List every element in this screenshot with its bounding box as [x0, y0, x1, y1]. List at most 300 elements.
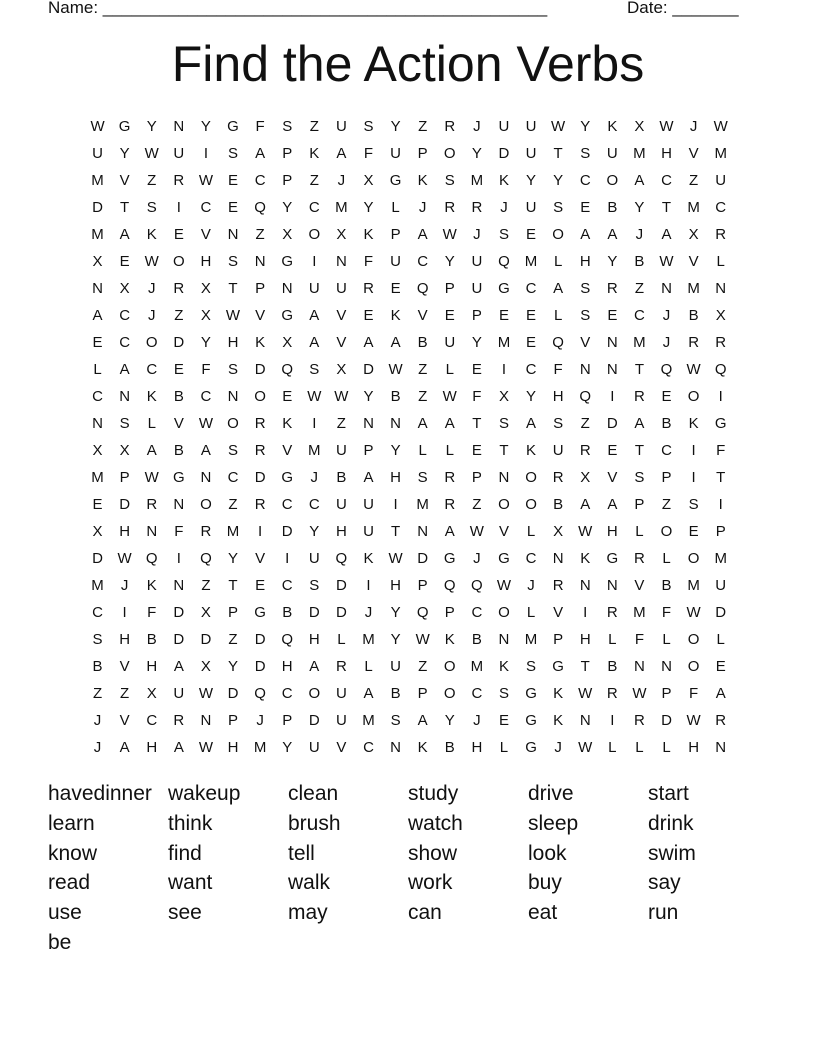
grid-letter[interactable]: W: [198, 172, 213, 189]
grid-letter[interactable]: Z: [120, 685, 130, 702]
grid-letter[interactable]: X: [336, 226, 347, 243]
grid-letter[interactable]: D: [173, 631, 185, 648]
grid-letter[interactable]: R: [715, 226, 727, 243]
grid-letter[interactable]: P: [661, 685, 672, 702]
grid-letter[interactable]: Q: [498, 253, 510, 270]
grid-letter[interactable]: C: [254, 172, 266, 189]
grid-letter[interactable]: S: [580, 307, 591, 324]
grid-letter[interactable]: R: [363, 280, 374, 297]
grid-letter[interactable]: J: [473, 118, 481, 135]
grid-letter[interactable]: V: [634, 577, 645, 594]
grid-letter[interactable]: I: [393, 496, 398, 513]
grid-letter[interactable]: N: [200, 712, 212, 729]
grid-letter[interactable]: Z: [147, 172, 157, 189]
grid-letter[interactable]: B: [417, 334, 428, 351]
grid-letter[interactable]: O: [687, 550, 700, 567]
grid-letter[interactable]: C: [92, 388, 103, 405]
grid-letter[interactable]: B: [607, 199, 618, 216]
grid-letter[interactable]: N: [661, 280, 672, 297]
grid-letter[interactable]: X: [498, 388, 509, 405]
grid-letter[interactable]: F: [689, 685, 699, 702]
grid-letter[interactable]: C: [146, 712, 158, 729]
grid-letter[interactable]: L: [526, 604, 536, 621]
grid-letter[interactable]: D: [119, 496, 131, 513]
grid-letter[interactable]: Q: [416, 604, 429, 621]
grid-letter[interactable]: B: [471, 631, 482, 648]
grid-letter[interactable]: K: [146, 226, 157, 243]
grid-letter[interactable]: O: [687, 658, 700, 675]
grid-letter[interactable]: X: [553, 523, 564, 540]
grid-letter[interactable]: A: [417, 415, 428, 432]
grid-letter[interactable]: M: [524, 631, 538, 648]
grid-letter[interactable]: K: [688, 415, 699, 432]
grid-letter[interactable]: V: [119, 172, 130, 189]
grid-letter[interactable]: K: [146, 577, 157, 594]
grid-letter[interactable]: H: [471, 739, 483, 756]
grid-letter[interactable]: K: [607, 118, 618, 135]
grid-letter[interactable]: T: [661, 199, 672, 216]
grid-letter[interactable]: V: [336, 307, 347, 324]
grid-letter[interactable]: U: [390, 145, 401, 162]
grid-letter[interactable]: B: [282, 604, 293, 621]
grid-letter[interactable]: Q: [281, 631, 294, 648]
grid-letter[interactable]: V: [336, 334, 347, 351]
grid-letter[interactable]: P: [417, 685, 428, 702]
grid-letter[interactable]: F: [661, 604, 672, 621]
grid-letter[interactable]: T: [716, 469, 726, 486]
grid-letter[interactable]: C: [146, 361, 158, 378]
grid-letter[interactable]: Q: [660, 361, 673, 378]
grid-letter[interactable]: M: [362, 631, 375, 648]
grid-letter[interactable]: R: [579, 442, 591, 459]
grid-letter[interactable]: R: [146, 496, 158, 513]
grid-letter[interactable]: E: [228, 172, 239, 189]
grid-letter[interactable]: W: [659, 253, 674, 270]
grid-letter[interactable]: W: [551, 118, 566, 135]
grid-letter[interactable]: G: [498, 550, 510, 567]
grid-letter[interactable]: N: [390, 739, 401, 756]
grid-letter[interactable]: H: [308, 631, 320, 648]
grid-letter[interactable]: M: [91, 469, 104, 486]
grid-letter[interactable]: U: [525, 199, 537, 216]
grid-letter[interactable]: Y: [282, 739, 293, 756]
grid-letter[interactable]: I: [583, 604, 588, 621]
grid-letter[interactable]: O: [525, 469, 537, 486]
grid-letter[interactable]: W: [442, 226, 457, 243]
grid-letter[interactable]: Z: [174, 307, 184, 324]
grid-letter[interactable]: C: [661, 442, 672, 459]
grid-letter[interactable]: L: [635, 523, 644, 540]
grid-letter[interactable]: Y: [553, 172, 564, 189]
grid-letter[interactable]: N: [715, 280, 727, 297]
grid-letter[interactable]: G: [443, 550, 456, 567]
grid-letter[interactable]: U: [173, 685, 185, 702]
grid-letter[interactable]: P: [119, 469, 130, 486]
grid-letter[interactable]: D: [254, 658, 266, 675]
grid-letter[interactable]: S: [553, 415, 564, 432]
grid-letter[interactable]: E: [471, 361, 482, 378]
grid-letter[interactable]: U: [525, 118, 537, 135]
grid-letter[interactable]: C: [715, 199, 727, 216]
grid-letter[interactable]: R: [688, 334, 700, 351]
grid-letter[interactable]: U: [335, 280, 347, 297]
grid-letter[interactable]: C: [308, 199, 320, 216]
grid-letter[interactable]: S: [282, 118, 293, 135]
grid-letter[interactable]: K: [309, 145, 320, 162]
grid-letter[interactable]: M: [470, 658, 484, 675]
grid-letter[interactable]: N: [715, 739, 727, 756]
grid-letter[interactable]: M: [91, 172, 104, 189]
grid-letter[interactable]: U: [525, 145, 537, 162]
grid-letter[interactable]: A: [309, 334, 320, 351]
grid-letter[interactable]: S: [417, 469, 428, 486]
grid-letter[interactable]: C: [308, 496, 320, 513]
grid-letter[interactable]: E: [444, 307, 455, 324]
grid-letter[interactable]: Y: [146, 118, 157, 135]
grid-letter[interactable]: Z: [336, 415, 346, 432]
grid-letter[interactable]: K: [498, 658, 509, 675]
grid-letter[interactable]: L: [716, 631, 725, 648]
grid-letter[interactable]: B: [390, 685, 401, 702]
grid-letter[interactable]: A: [309, 307, 320, 324]
grid-letter[interactable]: P: [228, 604, 239, 621]
grid-letter[interactable]: I: [312, 253, 317, 270]
grid-letter[interactable]: E: [390, 280, 401, 297]
grid-letter[interactable]: J: [310, 469, 319, 486]
grid-letter[interactable]: K: [363, 226, 374, 243]
grid-letter[interactable]: Y: [471, 334, 482, 351]
grid-letter[interactable]: J: [554, 739, 562, 756]
grid-letter[interactable]: H: [281, 658, 293, 675]
grid-letter[interactable]: S: [526, 658, 537, 675]
grid-letter[interactable]: A: [146, 442, 157, 459]
grid-letter[interactable]: A: [607, 496, 618, 513]
grid-letter[interactable]: M: [687, 280, 700, 297]
grid-letter[interactable]: U: [715, 172, 727, 189]
grid-letter[interactable]: G: [498, 280, 510, 297]
grid-letter[interactable]: F: [634, 631, 644, 648]
grid-letter[interactable]: I: [691, 442, 696, 459]
grid-letter[interactable]: K: [146, 388, 157, 405]
grid-letter[interactable]: R: [715, 712, 727, 729]
grid-letter[interactable]: S: [92, 631, 103, 648]
grid-letter[interactable]: G: [227, 118, 239, 135]
grid-letter[interactable]: N: [498, 469, 510, 486]
grid-letter[interactable]: P: [282, 145, 293, 162]
grid-letter[interactable]: Y: [526, 172, 537, 189]
grid-letter[interactable]: C: [634, 307, 645, 324]
grid-letter[interactable]: K: [526, 442, 537, 459]
grid-letter[interactable]: R: [471, 199, 483, 216]
grid-letter[interactable]: D: [498, 145, 510, 162]
grid-letter[interactable]: A: [526, 415, 537, 432]
grid-letter[interactable]: I: [258, 523, 263, 540]
grid-letter[interactable]: Z: [580, 415, 590, 432]
grid-letter[interactable]: M: [226, 523, 240, 540]
grid-letter[interactable]: N: [579, 712, 591, 729]
grid-letter[interactable]: Y: [228, 658, 239, 675]
grid-letter[interactable]: X: [715, 307, 726, 324]
grid-letter[interactable]: I: [203, 145, 208, 162]
grid-letter[interactable]: J: [93, 712, 102, 729]
grid-letter[interactable]: P: [553, 631, 564, 648]
grid-letter[interactable]: R: [444, 469, 456, 486]
grid-letter[interactable]: F: [363, 253, 374, 270]
grid-letter[interactable]: N: [335, 253, 347, 270]
grid-letter[interactable]: S: [228, 361, 239, 378]
grid-letter[interactable]: K: [282, 415, 293, 432]
grid-letter[interactable]: K: [580, 550, 591, 567]
grid-letter[interactable]: V: [553, 604, 564, 621]
grid-letter[interactable]: L: [608, 631, 617, 648]
grid-letter[interactable]: W: [144, 469, 159, 486]
grid-letter[interactable]: B: [607, 658, 618, 675]
grid-letter[interactable]: C: [525, 550, 537, 567]
grid-letter[interactable]: K: [417, 172, 428, 189]
grid-letter[interactable]: I: [610, 712, 615, 729]
grid-letter[interactable]: P: [471, 469, 482, 486]
grid-letter[interactable]: C: [200, 199, 212, 216]
grid-letter[interactable]: A: [580, 496, 591, 513]
grid-letter[interactable]: D: [308, 604, 320, 621]
grid-letter[interactable]: V: [119, 658, 130, 675]
grid-letter[interactable]: C: [363, 739, 374, 756]
grid-letter[interactable]: Y: [200, 118, 211, 135]
grid-letter[interactable]: U: [715, 577, 727, 594]
grid-letter[interactable]: A: [417, 226, 428, 243]
grid-letter[interactable]: W: [578, 523, 593, 540]
grid-letter[interactable]: J: [147, 307, 156, 324]
grid-letter[interactable]: P: [444, 280, 455, 297]
grid-letter[interactable]: G: [552, 658, 564, 675]
grid-letter[interactable]: X: [200, 604, 211, 621]
grid-letter[interactable]: G: [714, 415, 727, 432]
grid-letter[interactable]: N: [606, 334, 618, 351]
grid-letter[interactable]: J: [473, 712, 481, 729]
grid-letter[interactable]: S: [498, 415, 509, 432]
grid-letter[interactable]: A: [634, 415, 645, 432]
grid-letter[interactable]: P: [255, 280, 266, 297]
grid-letter[interactable]: K: [390, 307, 401, 324]
grid-letter[interactable]: R: [444, 118, 456, 135]
grid-letter[interactable]: W: [415, 631, 430, 648]
grid-letter[interactable]: M: [308, 442, 321, 459]
grid-letter[interactable]: W: [198, 415, 213, 432]
grid-letter[interactable]: X: [282, 226, 293, 243]
grid-letter[interactable]: P: [634, 496, 645, 513]
grid-letter[interactable]: V: [417, 307, 428, 324]
grid-letter[interactable]: B: [390, 388, 401, 405]
grid-letter[interactable]: U: [335, 118, 347, 135]
grid-letter[interactable]: Z: [228, 496, 238, 513]
grid-letter[interactable]: W: [686, 712, 701, 729]
grid-letter[interactable]: D: [92, 199, 103, 216]
grid-letter[interactable]: Z: [418, 658, 428, 675]
grid-letter[interactable]: J: [120, 577, 129, 594]
grid-letter[interactable]: K: [553, 685, 564, 702]
grid-letter[interactable]: A: [119, 361, 130, 378]
grid-letter[interactable]: E: [92, 496, 103, 513]
grid-letter[interactable]: E: [688, 523, 699, 540]
grid-letter[interactable]: B: [146, 631, 157, 648]
grid-letter[interactable]: W: [388, 550, 403, 567]
grid-letter[interactable]: N: [173, 118, 185, 135]
grid-letter[interactable]: U: [606, 145, 618, 162]
grid-letter[interactable]: T: [120, 199, 130, 216]
grid-letter[interactable]: R: [173, 712, 185, 729]
grid-letter[interactable]: U: [308, 739, 320, 756]
grid-letter[interactable]: T: [580, 658, 590, 675]
grid-letter[interactable]: X: [336, 361, 347, 378]
grid-letter[interactable]: Y: [119, 145, 130, 162]
grid-letter[interactable]: A: [634, 172, 645, 189]
grid-letter[interactable]: U: [335, 712, 347, 729]
grid-letter[interactable]: U: [552, 442, 564, 459]
grid-letter[interactable]: Z: [418, 388, 428, 405]
grid-letter[interactable]: J: [689, 118, 698, 135]
grid-letter[interactable]: B: [661, 577, 672, 594]
grid-letter[interactable]: S: [228, 145, 239, 162]
grid-letter[interactable]: N: [92, 280, 103, 297]
grid-letter[interactable]: W: [659, 118, 674, 135]
grid-letter[interactable]: U: [498, 118, 510, 135]
grid-letter[interactable]: A: [607, 226, 618, 243]
grid-letter[interactable]: Z: [255, 226, 265, 243]
grid-letter[interactable]: W: [117, 550, 132, 567]
grid-letter[interactable]: O: [498, 604, 510, 621]
grid-letter[interactable]: B: [336, 469, 347, 486]
grid-letter[interactable]: Z: [472, 496, 482, 513]
grid-letter[interactable]: X: [688, 226, 699, 243]
grid-letter[interactable]: O: [172, 253, 185, 270]
grid-letter[interactable]: M: [91, 577, 104, 594]
grid-letter[interactable]: U: [92, 145, 103, 162]
grid-letter[interactable]: A: [390, 334, 401, 351]
grid-letter[interactable]: L: [418, 442, 427, 459]
grid-letter[interactable]: W: [713, 118, 728, 135]
grid-letter[interactable]: T: [553, 145, 563, 162]
grid-letter[interactable]: U: [335, 496, 347, 513]
grid-letter[interactable]: D: [254, 469, 266, 486]
grid-letter[interactable]: R: [173, 172, 185, 189]
grid-letter[interactable]: Z: [661, 496, 672, 513]
grid-letter[interactable]: T: [390, 523, 401, 540]
grid-letter[interactable]: P: [282, 172, 293, 189]
grid-letter[interactable]: Q: [579, 388, 592, 405]
grid-letter[interactable]: E: [92, 334, 103, 351]
grid-letter[interactable]: O: [443, 658, 456, 675]
grid-letter[interactable]: P: [390, 226, 401, 243]
grid-letter[interactable]: V: [255, 550, 266, 567]
grid-letter[interactable]: T: [228, 577, 238, 594]
grid-letter[interactable]: M: [497, 334, 511, 351]
grid-letter[interactable]: I: [176, 550, 181, 567]
grid-letter[interactable]: U: [471, 280, 483, 297]
grid-letter[interactable]: X: [282, 334, 293, 351]
grid-letter[interactable]: M: [633, 604, 646, 621]
grid-letter[interactable]: R: [444, 199, 456, 216]
grid-letter[interactable]: X: [200, 280, 211, 297]
grid-letter[interactable]: S: [444, 172, 455, 189]
grid-letter[interactable]: B: [688, 307, 699, 324]
grid-letter[interactable]: A: [119, 739, 130, 756]
grid-letter[interactable]: R: [254, 442, 266, 459]
grid-letter[interactable]: Y: [390, 604, 401, 621]
grid-letter[interactable]: S: [228, 442, 239, 459]
grid-letter[interactable]: R: [444, 496, 456, 513]
grid-letter[interactable]: Y: [526, 388, 537, 405]
grid-letter[interactable]: W: [578, 739, 593, 756]
grid-letter[interactable]: Z: [309, 172, 319, 189]
grid-letter[interactable]: D: [254, 631, 266, 648]
grid-letter[interactable]: C: [525, 280, 537, 297]
grid-letter[interactable]: J: [500, 199, 508, 216]
grid-letter[interactable]: P: [661, 469, 672, 486]
grid-letter[interactable]: X: [119, 280, 130, 297]
grid-letter[interactable]: M: [524, 253, 538, 270]
grid-letter[interactable]: X: [119, 442, 130, 459]
grid-letter[interactable]: Z: [418, 361, 428, 378]
grid-letter[interactable]: A: [417, 712, 428, 729]
grid-letter[interactable]: C: [227, 469, 239, 486]
grid-letter[interactable]: N: [661, 658, 672, 675]
grid-letter[interactable]: J: [662, 334, 671, 351]
grid-letter[interactable]: L: [553, 253, 563, 270]
grid-letter[interactable]: S: [634, 469, 645, 486]
grid-letter[interactable]: A: [580, 226, 591, 243]
grid-letter[interactable]: W: [578, 685, 593, 702]
grid-letter[interactable]: S: [498, 685, 509, 702]
grid-letter[interactable]: X: [580, 469, 591, 486]
grid-letter[interactable]: R: [715, 334, 727, 351]
grid-letter[interactable]: J: [635, 226, 644, 243]
name-field[interactable]: Name: _______________________________________________: [48, 0, 548, 17]
grid-letter[interactable]: E: [471, 442, 482, 459]
grid-letter[interactable]: G: [118, 118, 131, 135]
grid-letter[interactable]: R: [254, 415, 266, 432]
grid-letter[interactable]: N: [579, 361, 591, 378]
grid-letter[interactable]: C: [471, 604, 483, 621]
grid-letter[interactable]: E: [580, 199, 591, 216]
grid-letter[interactable]: J: [473, 550, 481, 567]
grid-letter[interactable]: A: [173, 739, 184, 756]
grid-letter[interactable]: P: [715, 523, 726, 540]
grid-letter[interactable]: D: [281, 523, 293, 540]
grid-letter[interactable]: G: [172, 469, 185, 486]
grid-letter[interactable]: K: [255, 334, 266, 351]
grid-letter[interactable]: E: [119, 253, 130, 270]
grid-letter[interactable]: I: [718, 388, 723, 405]
grid-letter[interactable]: C: [281, 496, 293, 513]
grid-letter[interactable]: W: [686, 604, 701, 621]
grid-letter[interactable]: J: [418, 199, 427, 216]
grid-letter[interactable]: E: [498, 307, 509, 324]
grid-letter[interactable]: G: [389, 172, 402, 189]
grid-letter[interactable]: W: [334, 388, 349, 405]
grid-letter[interactable]: S: [146, 199, 157, 216]
grid-letter[interactable]: L: [662, 739, 671, 756]
grid-letter[interactable]: W: [90, 118, 105, 135]
grid-letter[interactable]: I: [176, 199, 181, 216]
grid-letter[interactable]: E: [715, 658, 726, 675]
grid-letter[interactable]: R: [634, 550, 645, 567]
grid-letter[interactable]: R: [606, 685, 618, 702]
grid-letter[interactable]: X: [200, 658, 211, 675]
grid-letter[interactable]: S: [119, 415, 130, 432]
grid-letter[interactable]: Q: [281, 361, 294, 378]
grid-letter[interactable]: G: [606, 550, 619, 567]
grid-letter[interactable]: B: [634, 253, 645, 270]
